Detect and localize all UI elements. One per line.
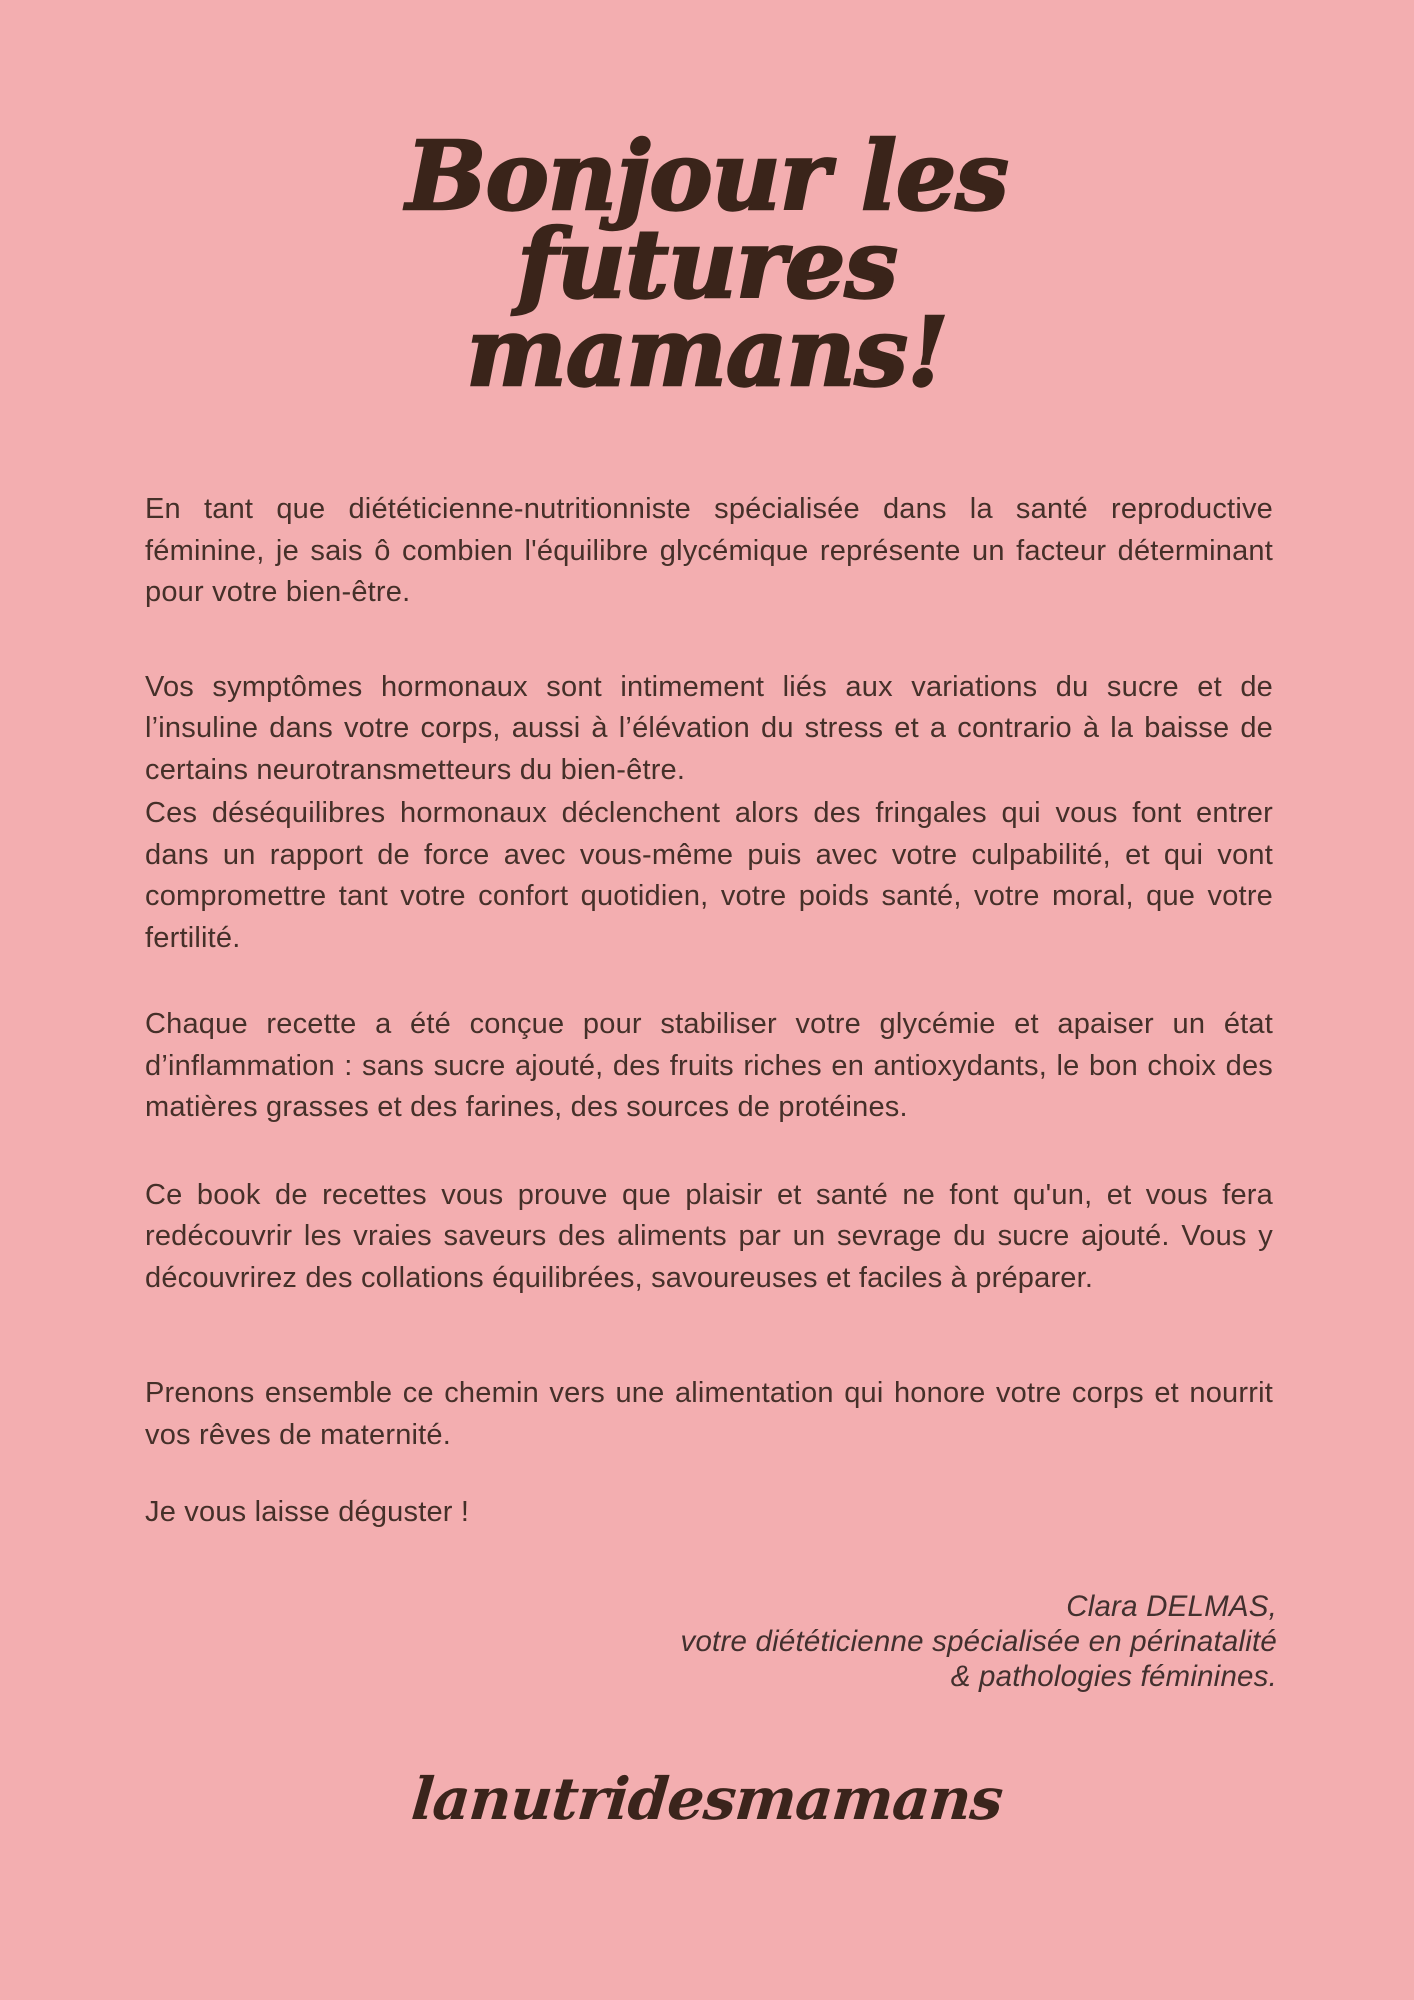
brand-logotype: lanutridesmamans — [408, 1765, 1006, 1833]
paragraph-tasting: Je vous laisse déguster ! — [145, 1496, 470, 1528]
body-text — [145, 489, 1273, 1534]
paragraph-hormones-1: Vos symptômes hormonaux sont intimement liés aux variations du sucre et de l’insuline dans votre corps, aussi à l’élévation du stress et a contrario à la baisse de certains neurotransmetteurs du bien-être. — [145, 670, 1273, 786]
signature-name: Clara DELMAS, — [1066, 1590, 1277, 1623]
signature-block — [681, 1589, 1278, 1694]
paragraph-recipes: Chaque recette a été conçue pour stabiliser votre glycémie et apaiser un état d’inflammation : sans sucre ajouté, des fruits riches en antioxydants, le bon choix des matières grasses et des farines, des sources de protéines. — [145, 1008, 1273, 1123]
paragraph-invitation: Prenons ensemble ce chemin vers une alimentation qui honore votre corps et nourrit vos rêves de maternité. — [145, 1377, 1273, 1451]
signature-role-1: votre diététicienne spécialisée en périnatalité — [680, 1625, 1277, 1658]
signature-role-2: & pathologies féminines. — [950, 1660, 1277, 1693]
paragraph-hormones-2: Ces déséquilibres hormonaux déclenchent alors des fringales qui vous font entrer dans un rapport de force avec vous-même puis avec votre culpabilité, et qui vont compromettre tant votre confort quotidien, votre poids santé, votre moral, que votre fertilité. — [145, 797, 1273, 954]
title-line-3: mamans! — [466, 297, 948, 408]
title-line-1: Bonjour les — [406, 121, 1008, 232]
paragraph-book: Ce book de recettes vous prouve que plaisir et santé ne font qu'un, et vous fera redécouvrir les vraies saveurs des aliments par un sevrage du sucre ajouté. Vous y découvrirez des collations équilibrées, savoureuses et faciles à préparer. — [145, 1178, 1273, 1294]
title-line-2: futures — [517, 209, 897, 320]
page-title — [0, 121, 1414, 408]
paragraph-intro: En tant que diététicienne-nutritionniste spécialisée dans la santé reproductive féminine, je sais ô combien l'équilibre glycémique représente un facteur déterminant pour votre bien-être. — [145, 493, 1273, 608]
